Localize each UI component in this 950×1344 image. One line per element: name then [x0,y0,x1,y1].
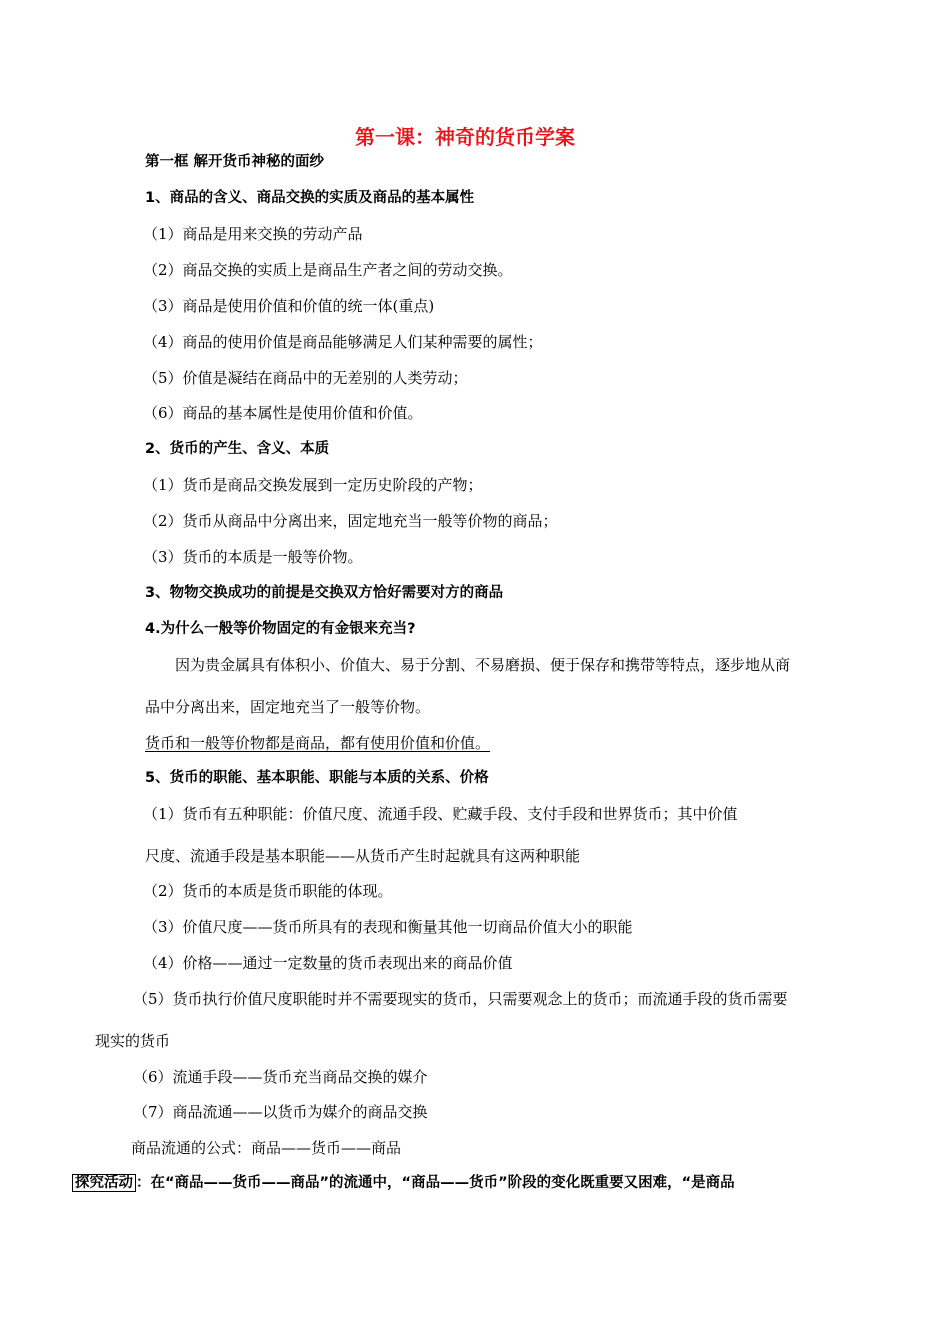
heading-1: 1、商品的含义、商品交换的实质及商品的基本属性 [145,190,475,206]
formula-line: 商品流通的公式：商品——货币——商品 [131,1139,402,1157]
explore-activity [72,1173,735,1193]
page-title: 第一课：神奇的货币学案 [355,125,575,149]
paragraph-line: 因为贵金属具有体积小、价值大、易于分割、不易磨损、便于保存和携带等特点，逐步地从商 [175,656,791,674]
list-item: （5）价值是凝结在商品中的无差别的人类劳动； [143,369,468,387]
heading-3: 3、物物交换成功的前提是交换双方恰好需要对方的商品 [145,585,504,601]
list-item: （4）价格——通过一定数量的货币表现出来的商品价值 [143,954,513,972]
list-item: （3）货币的本质是一般等价物。 [143,548,363,566]
list-item: （2）货币的本质是货币职能的体现。 [143,882,393,900]
list-item: （4）商品的使用价值是商品能够满足人们某种需要的属性； [143,333,543,351]
heading-5: 5、货币的职能、基本职能、职能与本质的关系、价格 [145,770,489,786]
heading-2: 2、货币的产生、含义、本质 [145,441,330,457]
section-heading: 第一框 解开货币神秘的面纱 [145,154,325,170]
paragraph-line: 品中分离出来，固定地充当了一般等价物。 [145,698,431,716]
list-item: （2）货币从商品中分离出来，固定地充当一般等价物的商品； [143,512,558,530]
explore-activity-label: 探究活动 [72,1174,136,1192]
list-item: （5）货币执行价值尺度职能时并不需要现实的货币，只需要观念上的货币；而流通手段的货币需要 [133,990,788,1008]
explore-activity-text: ：在“商品——货币——商品”的流通中，“商品——货币”阶段的变化既重要又困难，“是商品 [136,1175,735,1191]
list-item: （3）价值尺度——货币所具有的表现和衡量其他一切商品价值大小的职能 [143,918,633,936]
list-item: （6）流通手段——货币充当商品交换的媒介 [133,1068,428,1086]
list-item: （1）商品是用来交换的劳动产品 [143,225,363,243]
list-item-continuation: 现实的货币 [95,1032,171,1050]
list-item: （1）货币有五种职能：价值尺度、流通手段、贮藏手段、支付手段和世界货币；其中价值 [143,805,738,823]
underlined-note: 货币和一般等价物都是商品，都有使用价值和价值。 [145,734,491,752]
heading-4: 4.为什么一般等价物固定的有金银来充当? [145,621,416,637]
list-item: （1）货币是商品交换发展到一定历史阶段的产物； [143,476,483,494]
list-item: （6）商品的基本属性是使用价值和价值。 [143,404,423,422]
list-item-continuation: 尺度、流通手段是基本职能——从货币产生时起就具有这两种职能 [145,847,581,865]
list-item: （2）商品交换的实质上是商品生产者之间的劳动交换。 [143,261,513,279]
list-item: （3）商品是使用价值和价值的统一体(重点) [143,297,435,315]
list-item: （7）商品流通——以货币为媒介的商品交换 [133,1103,428,1121]
